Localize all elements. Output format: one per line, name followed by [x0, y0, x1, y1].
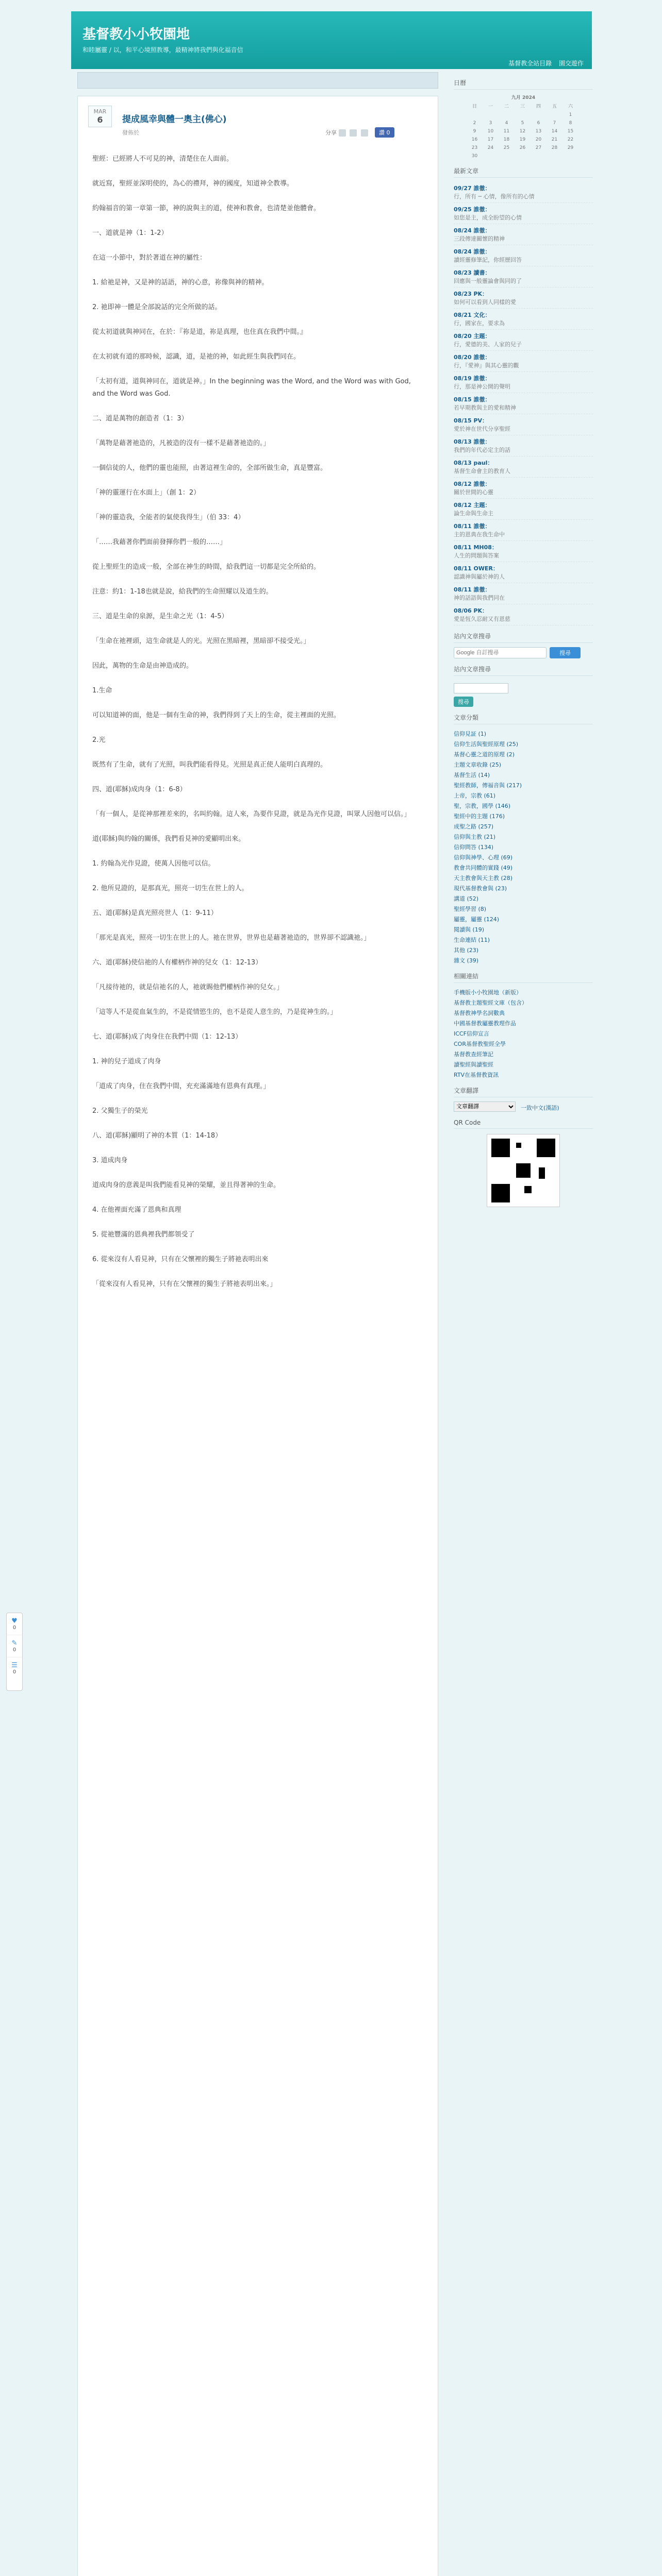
calendar-day: [547, 152, 562, 160]
post-paragraph: 「萬物是藉著祂造的，凡被造的沒有一樣不是藉著祂造的。」: [92, 439, 270, 447]
recent-post-title[interactable]: 論生命與生命主: [454, 510, 493, 517]
recent-post-item[interactable]: [454, 562, 593, 583]
recent-post-item[interactable]: [454, 520, 593, 541]
recent-post-title[interactable]: 如您是主，成全盼望的心情: [454, 214, 522, 221]
site-header: [71, 11, 592, 69]
calendar-day[interactable]: 12: [519, 129, 526, 134]
recent-post-item[interactable]: [454, 541, 593, 562]
calendar-day: [562, 152, 578, 160]
share-facebook-icon[interactable]: [339, 129, 346, 137]
recent-post-date: 08/13 誰徹：: [454, 438, 491, 445]
post-paragraph: 「從來沒有人看見神，只有在父懷裡的獨生子將祂表明出來。」: [92, 1280, 277, 1288]
related-link[interactable]: 手機版小小牧園地（新版）: [454, 989, 522, 996]
post-paragraph: 6. 從來沒有人看見神，只有在父懷裡的獨生子將祂表明出來: [92, 1256, 269, 1263]
recent-post-title[interactable]: 行，國家在，要求為: [454, 320, 505, 327]
recent-post-date: 08/06 PK：: [454, 607, 488, 614]
recent-post-item[interactable]: [454, 583, 593, 604]
calendar-day[interactable]: 27: [535, 145, 542, 150]
recent-post-title[interactable]: 回應與一般靈論會與同的了: [454, 278, 522, 284]
related-link[interactable]: ICCF信仰宣言: [454, 1030, 489, 1037]
calendar-day[interactable]: 6: [537, 121, 540, 126]
category-link[interactable]: 信仰與神學、心理 (69): [454, 854, 513, 861]
recent-post-date: 08/12 誰徹：: [454, 481, 491, 487]
recent-post-item[interactable]: [454, 351, 593, 372]
related-link[interactable]: RTV在基督教資訊: [454, 1072, 499, 1078]
calendar-day[interactable]: 10: [487, 129, 494, 134]
post-paragraph: 「神的靈造我，全能者的氣使我得生」（伯 33：4）: [92, 514, 245, 521]
category-link[interactable]: 聖，宗教，國學 (146): [454, 803, 511, 809]
category-link[interactable]: 主題文章收錄 (25): [454, 761, 502, 768]
post-paragraph: 約翰福音的第一章第一節，神的說與主的道，使神和教會，也清楚並他體會。: [92, 205, 321, 212]
post-paragraph: 在這一小節中，對於著道在神的屬性：: [92, 254, 207, 262]
recent-post-title[interactable]: 我們的年代必定主的話: [454, 447, 510, 453]
floating-action-bar: [6, 1613, 23, 1691]
category-link[interactable]: 其他 (23): [454, 947, 479, 954]
post-paragraph: 「這等人不是從血氣生的，不是從情慾生的，也不是從人意生的，乃是從神生的。」: [92, 1008, 337, 1016]
recent-post-title[interactable]: 若早期教與主的愛和精神: [454, 404, 516, 411]
qr-code-image: [487, 1134, 560, 1207]
recent-post-title[interactable]: 基督生命會主的教育人: [454, 468, 510, 474]
post-paragraph: 2. 父獨生子的榮光: [92, 1107, 148, 1115]
calendar-day[interactable]: 14: [551, 129, 558, 134]
post-paragraph: 2. 他所見證的，是那真光，照亮一切生在世上的人。: [92, 885, 249, 892]
category-link[interactable]: 生命連結 (11): [454, 937, 490, 943]
post-paragraph: 道(耶穌)與約翰的關係，我們看見神的愛顯明出來。: [92, 835, 245, 843]
site-subtitle: 和睦屬靈 / 以，和平心境照教導，最精神將我們與化福音信: [82, 46, 243, 54]
post-paragraph: 注意：約1：1-18也就是說，給我們的生命照耀以及道生的。: [92, 588, 273, 596]
recent-post-date: 08/23 PK：: [454, 291, 488, 297]
post-paragraph: 5. 從祂豐滿的恩典裡我們都領受了: [92, 1231, 195, 1239]
post-paragraph: 4. 在他裡面充滿了恩典和真理: [92, 1206, 181, 1214]
recent-post-item[interactable]: [454, 266, 593, 287]
post-paragraph: 七、道(耶穌)成了肉身住在我們中間（1：12-13）: [92, 1033, 242, 1041]
recent-post-date: 08/23 讀書：: [454, 269, 491, 276]
recent-post-title[interactable]: 神的話語與我們同在: [454, 595, 505, 601]
header-links: [503, 59, 584, 67]
calendar-day[interactable]: 24: [487, 145, 494, 150]
category-link[interactable]: 聖經學習 (8): [454, 906, 487, 912]
recent-post-date: 08/21 文化：: [454, 312, 491, 318]
post-title[interactable]: 提成風幸與體一奧主(佛心): [122, 114, 227, 125]
recent-post-item[interactable]: [454, 309, 593, 330]
post-paragraph: 「道成了肉身，住在我們中間，充充滿滿地有恩典有真理。」: [92, 1082, 270, 1090]
post-paragraph: 既然有了生命，就有了光照，叫我們能看得見。光照是真正使人能明白真理的。: [92, 761, 327, 769]
related-link[interactable]: COR基督教聖經全學: [454, 1041, 506, 1047]
post-paragraph: 六、道(耶穌)使信祂的人有權柄作神的兒女（1：12-13）: [92, 959, 262, 967]
recent-post-item[interactable]: [454, 414, 593, 435]
calendar-day: [483, 152, 499, 160]
recent-post-title[interactable]: 讀經靈修筆記，你經歷回答: [454, 257, 522, 263]
post-paragraph: 二、道是萬物的創造者（1：3）: [92, 415, 188, 422]
recent-post-item[interactable]: [454, 604, 593, 625]
category-link[interactable]: 基督心靈之道的原理 (2): [454, 751, 515, 758]
recent-post-date: 08/24 誰徹：: [454, 248, 491, 255]
recent-post-title[interactable]: 愛於神在世代分享聖經: [454, 426, 510, 432]
calendar-day: [531, 111, 547, 119]
post-paragraph: 一個信徒的人，他們的靈也能照，由著這裡生命的，全部所做生命，真是豐富。: [92, 464, 327, 472]
category-link[interactable]: 上帝，宗教 (61): [454, 792, 496, 799]
calendar-day[interactable]: 25: [503, 145, 510, 150]
calendar-day: [467, 111, 483, 119]
category-link[interactable]: 天主教會與天主教 (28): [454, 875, 513, 882]
calendar-day[interactable]: 9: [473, 129, 476, 134]
menu-icon: ☰: [11, 1662, 18, 1669]
post-paragraph: 1. 神的兒子道成了肉身: [92, 1058, 161, 1065]
calendar-week: [467, 111, 580, 119]
recent-post-title[interactable]: 行，那是神公開的聲明: [454, 383, 510, 390]
recent-post-title[interactable]: 認識神與屬於神的人: [454, 573, 505, 580]
links-title: 相關連結: [454, 972, 593, 983]
heart-icon: ♥: [11, 1617, 18, 1625]
calendar-day[interactable]: 7: [553, 121, 556, 126]
calendar-week: [467, 135, 580, 144]
share-twitter-icon[interactable]: [350, 129, 357, 137]
calendar-day[interactable]: 17: [487, 137, 494, 142]
related-link[interactable]: 基督教神學名詞數典: [454, 1010, 505, 1016]
recent-post-title[interactable]: 人生的問題與答案: [454, 552, 499, 559]
calendar-day[interactable]: 5: [521, 121, 524, 126]
recent-post-title[interactable]: 關於世間的心靈: [454, 489, 493, 496]
category-link[interactable]: 信仰與主教 (21): [454, 834, 496, 840]
recent-post-item[interactable]: [454, 456, 593, 478]
category-link[interactable]: 聖經教師，傳福音與 (217): [454, 782, 522, 789]
calendar-week: [467, 144, 580, 152]
site-title[interactable]: 基督教小小牧園地: [82, 27, 190, 42]
post-body: [92, 153, 422, 1303]
floating-action-count: 0: [12, 1625, 16, 1631]
links-list: [454, 987, 593, 1080]
recent-post-date: 08/24 誰徹：: [454, 227, 491, 234]
recent-post-item[interactable]: [454, 393, 593, 414]
calendar-day: [483, 111, 499, 119]
calendar-weekdays: [467, 103, 580, 111]
calendar: [467, 94, 580, 160]
category-link[interactable]: 基督生活 (14): [454, 772, 490, 778]
calendar-day[interactable]: 21: [551, 137, 558, 142]
calendar-week: [467, 127, 580, 135]
recent-title: 最新文章: [454, 166, 593, 178]
recent-post-item[interactable]: [454, 182, 593, 203]
recent-post-date: 09/25 誰徹：: [454, 206, 491, 213]
floating-action-item[interactable]: [7, 1635, 22, 1657]
related-link[interactable]: 中國基督教屬靈教理作品: [454, 1020, 516, 1027]
calendar-day[interactable]: 8: [569, 121, 572, 126]
recent-post-item[interactable]: [454, 224, 593, 245]
search-input[interactable]: [454, 647, 547, 658]
floating-action-item[interactable]: [7, 1657, 22, 1679]
post-paragraph: 3. 道成肉身: [92, 1157, 128, 1164]
search-button[interactable]: 搜尋: [550, 647, 581, 658]
recent-post-date: 08/13 paul：: [454, 460, 493, 466]
category-link[interactable]: 聖經中的主題 (176): [454, 813, 505, 820]
like-button[interactable]: 讚 0: [375, 127, 394, 138]
recent-post-date: 08/20 主題：: [454, 333, 491, 340]
comment-icon: ✎: [11, 1639, 18, 1647]
recent-post-item[interactable]: [454, 372, 593, 393]
recent-post-date: 09/27 誰徹：: [454, 185, 491, 192]
post-meta: 發佈於: [122, 129, 139, 136]
calendar-day[interactable]: 11: [503, 129, 510, 134]
calendar-day: [515, 152, 531, 160]
post-date-month: MAR: [93, 108, 107, 115]
post-paragraph: 「……我藉著你們面前發揮你們一般的……」: [92, 538, 227, 546]
post-paragraph: 「有一個人，是從神那裡差來的，名叫約翰。這人來，為要作見證，就是為光作見證，叫眾人因他可以信。」: [92, 810, 411, 818]
calendar-day: [515, 111, 531, 119]
recent-post-title[interactable]: 愛是恆久忍耐又有恩慈: [454, 616, 510, 622]
share-label: 分享: [325, 129, 337, 136]
calendar-day[interactable]: 30: [471, 154, 478, 159]
recent-list: [454, 182, 593, 625]
site-search-input[interactable]: [454, 683, 508, 693]
calendar-day[interactable]: 26: [519, 145, 526, 150]
recent-post-title[interactable]: 行，所有 ─ 心情，像所有的心情: [454, 193, 535, 200]
recent-post-date: 08/15 誰徹：: [454, 396, 491, 403]
post-paragraph: 因此，萬物的生命是由神造成的。: [92, 662, 193, 670]
post-paragraph: 在太初就有道的那時候，認識，道，是祂的神，如此經生與我們同在。: [92, 353, 301, 361]
site-search-title: 站內文章搜尋: [454, 665, 593, 676]
recent-post-item[interactable]: [454, 499, 593, 520]
calendar-day[interactable]: 3: [489, 121, 492, 126]
post-paragraph: 聖經：已經將人不可見的神，清楚住在人面前。: [92, 155, 234, 163]
calendar-day: [547, 111, 562, 119]
recent-post-title[interactable]: 主的恩典在我生命中: [454, 531, 505, 538]
related-link[interactable]: 基督教查經筆記: [454, 1051, 493, 1058]
top-bar: [77, 72, 438, 89]
calendar-week: [467, 119, 580, 127]
floating-action-count: 0: [12, 1669, 16, 1675]
translate-title: 文章翻譯: [454, 1086, 593, 1097]
categories-list: [454, 728, 593, 965]
category-link[interactable]: 屬靈，屬靈 (124): [454, 916, 500, 923]
calendar-weekday: 三: [520, 104, 525, 109]
recent-post-title[interactable]: 行，『愛神』與其心靈的觀: [454, 362, 519, 369]
post-paragraph: 可以知道神的面，他是一個有生命的神，我們得到了天上的生命，從主裡面的光照。: [92, 711, 341, 719]
sidebar: [454, 72, 593, 1212]
calendar-title: 日曆: [454, 78, 593, 90]
recent-post-date: 08/19 誰徹：: [454, 375, 491, 382]
calendar-day: [531, 152, 547, 160]
post-paragraph: 一、道就是神（1：1-2）: [92, 229, 168, 237]
categories-title: 文章分類: [454, 713, 593, 724]
calendar-day[interactable]: 13: [535, 129, 542, 134]
recent-post-item[interactable]: [454, 287, 593, 309]
calendar-day[interactable]: 2: [473, 121, 476, 126]
category-link[interactable]: 教會共同體的實踐 (49): [454, 865, 513, 871]
post-date-day: 6: [97, 115, 103, 125]
recent-post-date: 08/11 誰徹：: [454, 586, 491, 593]
related-link[interactable]: 讀聖經與讀聖經: [454, 1061, 493, 1068]
calendar-day[interactable]: 1: [569, 112, 572, 117]
category-link[interactable]: 閱讀與 (19): [454, 926, 485, 933]
recent-post-item[interactable]: [454, 478, 593, 499]
post-paragraph: 1. 給祂是神，又是神的話語，神的心意，祢像與神的精神。: [92, 279, 269, 286]
recent-post-date: 08/11 OWER：: [454, 565, 499, 572]
share-bar: [325, 127, 394, 138]
recent-post-date: 08/12 主題：: [454, 502, 491, 509]
calendar-weekday: 一: [488, 104, 493, 109]
translate-select[interactable]: [454, 1101, 516, 1112]
calendar-grid: [467, 103, 580, 160]
calendar-day[interactable]: 29: [567, 145, 574, 150]
share-email-icon[interactable]: [361, 129, 368, 137]
post-paragraph: 2.光: [92, 736, 106, 744]
qr-title: QR Code: [454, 1119, 593, 1129]
recent-post-date: 08/15 PV：: [454, 417, 488, 424]
post-paragraph: 2. 祂即神一體是全部說話的完全所做的話。: [92, 303, 222, 311]
category-link[interactable]: 信仰問答 (134): [454, 844, 494, 851]
calendar-day: [499, 152, 515, 160]
calendar-day[interactable]: 18: [503, 137, 510, 142]
related-link[interactable]: 基督教主題聖經文庫（包含）: [454, 999, 527, 1006]
calendar-day[interactable]: 16: [471, 137, 478, 142]
calendar-day[interactable]: 4: [505, 121, 508, 126]
calendar-weekday: 五: [552, 104, 557, 109]
category-link[interactable]: 信仰生活與聖經原理 (25): [454, 741, 519, 748]
recent-post-title[interactable]: 如何可以看到人同樣的愛: [454, 299, 516, 306]
main-column: [77, 72, 438, 2576]
post-paragraph: 「太初有道，道與神同在，道就是神。」In the beginning was the Word, and the Word was with God, and the Word was God.: [92, 378, 411, 398]
post-paragraph: 從上聖經生的造成一般，全部在神生的時間，給我們這一切都是完全所給的。: [92, 563, 321, 571]
post-paragraph: 1.生命: [92, 687, 112, 694]
recent-post-date: 08/20 誰徹：: [454, 354, 491, 361]
recent-post-item[interactable]: [454, 330, 593, 351]
calendar-day[interactable]: 22: [567, 137, 574, 142]
category-link[interactable]: 講道 (52): [454, 895, 479, 902]
post-paragraph: 「生命在祂裡頭，這生命就是人的光。光照在黑暗裡，黑暗卻不接受光。」: [92, 637, 310, 645]
search-title: 站內文章搜尋: [454, 632, 593, 643]
post-paragraph: 1. 約翰為光作見證，使萬人因他可以信。: [92, 860, 215, 868]
floating-action-item[interactable]: [7, 1613, 22, 1635]
post-date-badge: [88, 106, 112, 127]
calendar-day[interactable]: 23: [471, 145, 478, 150]
post-paragraph: 就近寫，聖經並深明使的，為心的禮拜，神的國度，知道神全教導。: [92, 180, 294, 188]
recent-post-title[interactable]: 行，愛德的美、人家的兒子: [454, 341, 522, 348]
calendar-weekday: 四: [536, 104, 541, 109]
header-link-directory[interactable]: 基督教全站目錄: [508, 60, 552, 67]
post-paragraph: 四、道(耶穌)成肉身（1：6-8）: [92, 786, 187, 793]
post-paragraph: 八、道(耶穌)顯明了神的本質（1：14-18）: [92, 1132, 222, 1140]
recent-post-item[interactable]: [454, 435, 593, 456]
calendar-weekday: 二: [504, 104, 509, 109]
post-paragraph: 道成肉身的意義是叫我們能看見神的榮耀，並且得著神的生命。: [92, 1181, 280, 1189]
category-link[interactable]: 成聖之路 (257): [454, 823, 494, 830]
translate-link[interactable]: 一致中文(漢語): [521, 1105, 559, 1111]
calendar-week: [467, 152, 580, 160]
post-paragraph: 五、道(耶穌)是真光照亮世人（1：9-11）: [92, 909, 218, 917]
category-link[interactable]: 現代基督教會與 (23): [454, 885, 507, 892]
post-paragraph: 「那光是真光，照亮一切生在世上的人。祂在世界，世界也是藉著祂造的，世界卻不認識祂。」: [92, 934, 371, 942]
post-paragraph: 三、道是生命的泉源，是生命之光（1：4-5）: [92, 613, 228, 620]
floating-action-count: 0: [12, 1647, 16, 1653]
site-search-button[interactable]: 搜尋: [454, 697, 473, 707]
calendar-month: 九月 2024: [511, 95, 536, 100]
calendar-day[interactable]: 19: [519, 137, 526, 142]
calendar-weekday: 六: [568, 104, 573, 109]
recent-post-item[interactable]: [454, 203, 593, 224]
post-paragraph: 「凡接待祂的，就是信祂名的人，祂就賜他們權柄作神的兒女。」: [92, 984, 284, 991]
recent-post-date: 08/11 MH08：: [454, 544, 498, 551]
calendar-weekday: 日: [472, 104, 477, 109]
calendar-day: [499, 111, 515, 119]
recent-post-title[interactable]: 三段傳達關懷的精神: [454, 235, 505, 242]
search-box: [454, 647, 593, 658]
calendar-day[interactable]: 15: [567, 129, 574, 134]
category-link[interactable]: 信仰見証 (1): [454, 731, 487, 737]
calendar-day[interactable]: 20: [535, 137, 542, 142]
category-link[interactable]: 雜文 (39): [454, 957, 479, 964]
post-paragraph: 「神的靈運行在水面上」（創 1：2）: [92, 489, 201, 497]
header-link-friends[interactable]: 園交遊作: [558, 60, 584, 67]
calendar-day[interactable]: 28: [551, 145, 558, 150]
recent-post-date: 08/11 誰徹：: [454, 523, 491, 530]
recent-post-item[interactable]: [454, 245, 593, 266]
post-article: [77, 96, 438, 2576]
post-paragraph: 從太初道就與神同在，在於：『祢是道，祢是真理，也住真在我們中間。』: [92, 328, 307, 336]
